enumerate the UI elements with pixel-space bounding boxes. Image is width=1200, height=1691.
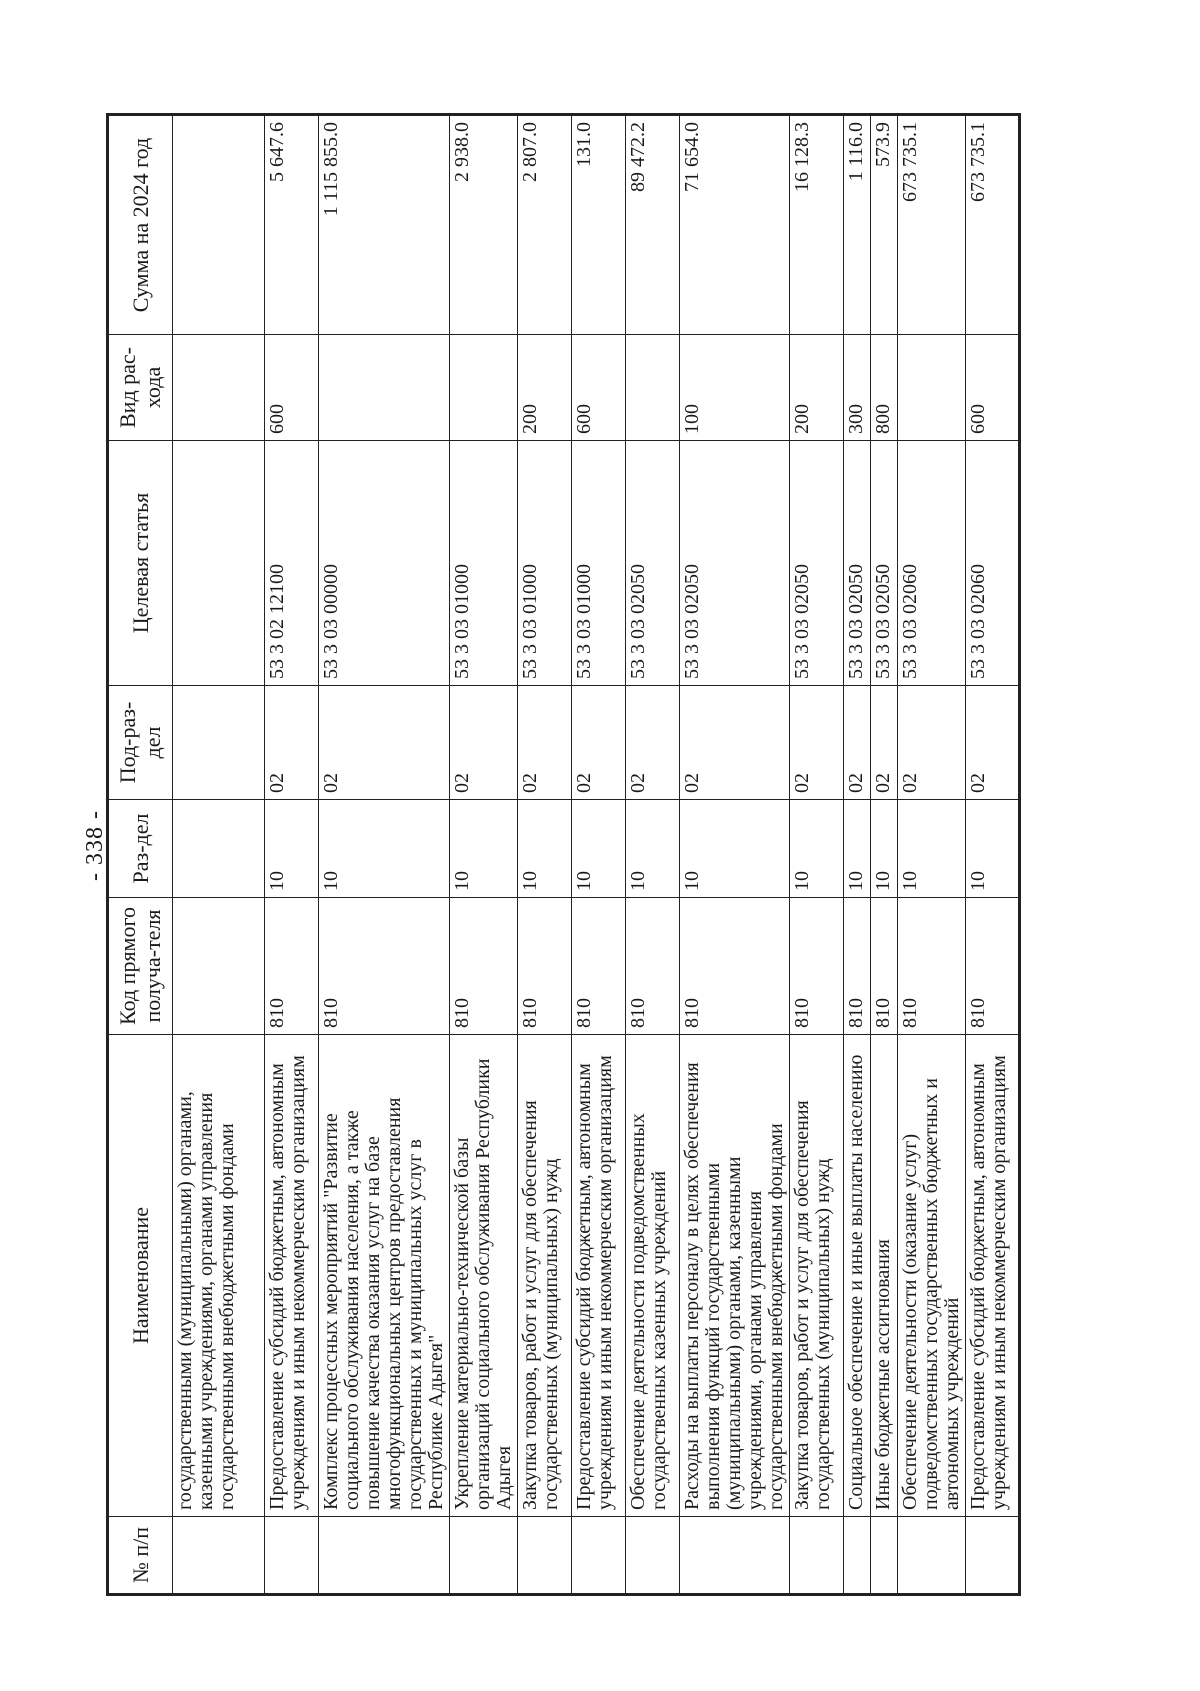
table-row bbox=[679, 115, 789, 1595]
table-row bbox=[843, 115, 870, 1595]
row-section: 10 bbox=[449, 800, 517, 898]
row-num bbox=[870, 1517, 897, 1595]
table-row bbox=[517, 115, 571, 1595]
header-expense-type: Вид рас-хода bbox=[108, 335, 173, 441]
row-sum: 5 647.6 bbox=[264, 115, 318, 335]
row-recipient-code: 810 bbox=[264, 898, 318, 1035]
table-header-row bbox=[108, 115, 173, 1595]
row-recipient-code: 810 bbox=[789, 898, 843, 1035]
row-subsection: 02 bbox=[625, 686, 679, 800]
row-target: 53 3 03 02050 bbox=[789, 441, 843, 686]
header-section: Раз-дел bbox=[108, 800, 173, 898]
row-expense-type bbox=[318, 335, 449, 441]
row-sum bbox=[172, 115, 264, 335]
row-name: Обеспечение деятельности подведомственных государственных казенных учреждений bbox=[625, 1035, 679, 1517]
row-expense-type: 300 bbox=[843, 335, 870, 441]
row-section: 10 bbox=[679, 800, 789, 898]
row-recipient-code: 810 bbox=[449, 898, 517, 1035]
row-num bbox=[625, 1517, 679, 1595]
row-section: 10 bbox=[625, 800, 679, 898]
row-subsection: 02 bbox=[318, 686, 449, 800]
row-name: Иные бюджетные ассигнования bbox=[870, 1035, 897, 1517]
row-sum: 1 116.0 bbox=[843, 115, 870, 335]
row-num bbox=[965, 1517, 1019, 1595]
row-sum: 2 938.0 bbox=[449, 115, 517, 335]
row-name: Расходы на выплаты персоналу в целях обеспечения выполнения функций государственными (муниципальными) органами, казенными учреждениями, органами управления государственными внебюджетными фондами bbox=[679, 1035, 789, 1517]
row-recipient-code: 810 bbox=[679, 898, 789, 1035]
row-section: 10 bbox=[571, 800, 625, 898]
row-name: Комплекс процессных мероприятий "Развитие социального обслуживания населения, а также повышение качества оказания услуг на базе многофункциональных центров предоставления государственных и муниципальных услуг в Республике Адыгея" bbox=[318, 1035, 449, 1517]
row-section: 10 bbox=[789, 800, 843, 898]
row-expense-type bbox=[449, 335, 517, 441]
row-expense-type: 800 bbox=[870, 335, 897, 441]
header-recipient-code: Код прямого получа-теля bbox=[108, 898, 173, 1035]
row-recipient-code: 810 bbox=[870, 898, 897, 1035]
row-num bbox=[318, 1517, 449, 1595]
row-name: Предоставление субсидий бюджетным, автономным учреждениям и иным некоммерческим организациям bbox=[571, 1035, 625, 1517]
page-number: - 338 - bbox=[82, 810, 108, 881]
row-recipient-code: 810 bbox=[517, 898, 571, 1035]
table-row bbox=[897, 115, 965, 1595]
row-name: Закупка товаров, работ и услуг для обеспечения государственных (муниципальных) нужд bbox=[789, 1035, 843, 1517]
row-recipient-code: 810 bbox=[318, 898, 449, 1035]
row-num bbox=[679, 1517, 789, 1595]
row-subsection: 02 bbox=[449, 686, 517, 800]
header-subsection: Под-раз-дел bbox=[108, 686, 173, 800]
row-subsection: 02 bbox=[897, 686, 965, 800]
row-section: 10 bbox=[264, 800, 318, 898]
row-num bbox=[897, 1517, 965, 1595]
row-name: Предоставление субсидий бюджетным, автономным учреждениям и иным некоммерческим организациям bbox=[965, 1035, 1019, 1517]
header-name: Наименование bbox=[108, 1035, 173, 1517]
row-section: 10 bbox=[897, 800, 965, 898]
row-section: 10 bbox=[965, 800, 1019, 898]
row-sum: 673 735.1 bbox=[965, 115, 1019, 335]
table-row bbox=[571, 115, 625, 1595]
row-expense-type bbox=[897, 335, 965, 441]
row-num bbox=[843, 1517, 870, 1595]
row-sum: 1 115 855.0 bbox=[318, 115, 449, 335]
table-body bbox=[172, 115, 1019, 1595]
row-subsection: 02 bbox=[679, 686, 789, 800]
row-sum: 16 128.3 bbox=[789, 115, 843, 335]
row-expense-type: 600 bbox=[965, 335, 1019, 441]
row-target: 53 3 03 01000 bbox=[571, 441, 625, 686]
row-name: Закупка товаров, работ и услуг для обеспечения государственных (муниципальных) нужд bbox=[517, 1035, 571, 1517]
row-subsection: 02 bbox=[870, 686, 897, 800]
row-subsection: 02 bbox=[264, 686, 318, 800]
row-target: 53 3 03 02050 bbox=[843, 441, 870, 686]
row-name: государственными (муниципальными) органами, казенными учреждениями, органами управления государственными внебюджетными фондами bbox=[172, 1035, 264, 1517]
row-sum: 2 807.0 bbox=[517, 115, 571, 335]
table-row bbox=[264, 115, 318, 1595]
header-sum: Сумма на 2024 год bbox=[108, 115, 173, 335]
row-subsection: 02 bbox=[571, 686, 625, 800]
row-target: 53 3 03 01000 bbox=[449, 441, 517, 686]
row-subsection: 02 bbox=[965, 686, 1019, 800]
row-target: 53 3 03 02050 bbox=[870, 441, 897, 686]
row-num bbox=[264, 1517, 318, 1595]
table-row bbox=[625, 115, 679, 1595]
header-num: № п/п bbox=[108, 1517, 173, 1595]
row-target: 53 3 03 02050 bbox=[679, 441, 789, 686]
table-row bbox=[965, 115, 1019, 1595]
row-target: 53 3 03 01000 bbox=[517, 441, 571, 686]
row-num bbox=[517, 1517, 571, 1595]
rotated-document-page bbox=[0, 91, 1120, 1691]
row-target bbox=[172, 441, 264, 686]
row-target: 53 3 02 12100 bbox=[264, 441, 318, 686]
row-expense-type bbox=[625, 335, 679, 441]
row-section: 10 bbox=[843, 800, 870, 898]
row-recipient-code: 810 bbox=[965, 898, 1019, 1035]
table-row bbox=[870, 115, 897, 1595]
row-expense-type: 200 bbox=[517, 335, 571, 441]
row-sum: 89 472.2 bbox=[625, 115, 679, 335]
row-target: 53 3 03 02050 bbox=[625, 441, 679, 686]
row-num bbox=[449, 1517, 517, 1595]
row-sum: 131.0 bbox=[571, 115, 625, 335]
table-row bbox=[449, 115, 517, 1595]
row-subsection: 02 bbox=[843, 686, 870, 800]
row-num bbox=[789, 1517, 843, 1595]
row-section: 10 bbox=[318, 800, 449, 898]
row-recipient-code: 810 bbox=[843, 898, 870, 1035]
row-target: 53 3 03 02060 bbox=[965, 441, 1019, 686]
row-recipient-code bbox=[172, 898, 264, 1035]
row-subsection: 02 bbox=[517, 686, 571, 800]
row-recipient-code: 810 bbox=[897, 898, 965, 1035]
row-recipient-code: 810 bbox=[625, 898, 679, 1035]
row-sum: 673 735.1 bbox=[897, 115, 965, 335]
table-row bbox=[789, 115, 843, 1595]
row-subsection: 02 bbox=[789, 686, 843, 800]
row-num bbox=[172, 1517, 264, 1595]
row-section: 10 bbox=[870, 800, 897, 898]
row-name: Предоставление субсидий бюджетным, автономным учреждениям и иным некоммерческим организациям bbox=[264, 1035, 318, 1517]
row-subsection bbox=[172, 686, 264, 800]
header-target: Целевая статья bbox=[108, 441, 173, 686]
row-expense-type bbox=[172, 335, 264, 441]
row-name: Укрепление материально-технической базы организаций социального обслуживания Республики Адыгея bbox=[449, 1035, 517, 1517]
table-row bbox=[172, 115, 264, 1595]
row-target: 53 3 03 02060 bbox=[897, 441, 965, 686]
row-section bbox=[172, 800, 264, 898]
budget-table bbox=[106, 113, 1021, 1596]
row-expense-type: 100 bbox=[679, 335, 789, 441]
row-expense-type: 600 bbox=[264, 335, 318, 441]
table-row bbox=[318, 115, 449, 1595]
row-recipient-code: 810 bbox=[571, 898, 625, 1035]
row-num bbox=[571, 1517, 625, 1595]
row-expense-type: 600 bbox=[571, 335, 625, 441]
row-sum: 71 654.0 bbox=[679, 115, 789, 335]
row-section: 10 bbox=[517, 800, 571, 898]
row-target: 53 3 03 00000 bbox=[318, 441, 449, 686]
row-expense-type: 200 bbox=[789, 335, 843, 441]
row-name: Обеспечение деятельности (оказание услуг) подведомственных государственных бюджетных и автономных учреждений bbox=[897, 1035, 965, 1517]
row-sum: 573.9 bbox=[870, 115, 897, 335]
row-name: Социальное обеспечение и иные выплаты населению bbox=[843, 1035, 870, 1517]
